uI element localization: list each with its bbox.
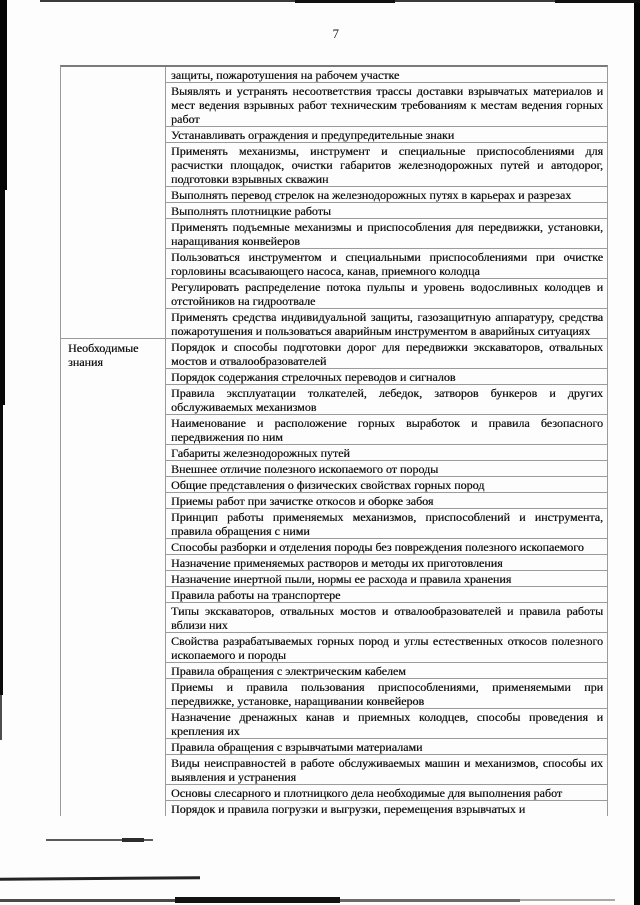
table-cut-border-left-column (122, 838, 144, 842)
table-row: Внешнее отличие полезного ископаемого от породы (166, 461, 607, 477)
table-row: Порядок содержания стрелочных переводов и сигналов (166, 369, 607, 385)
table-row: Правила работы на транспортере (166, 587, 607, 603)
table-row: Устанавливать ограждения и предупредительные знаки (166, 127, 607, 143)
table-row: Правила эксплуатации толкателей, лебедок, затворов бункеров и других обслуживаемых механизмов (166, 385, 607, 415)
table-row: Способы разборки и отделения породы без повреждения полезного ископаемого (166, 539, 607, 555)
table-row: Основы слесарного и плотницкого дела необходимые для выполнения работ (166, 785, 607, 801)
table-row: Типы экскаваторов, отвальных мостов и отвалообразователей и правила работы вблизи них (166, 603, 607, 633)
table-row: Применять механизмы, инструмент и специальные приспособлениями для расчистки площадок, очистки габаритов железнодорожных путей и автодорог, подготовки взрывных скважин (166, 143, 607, 187)
abilities-rows-group (166, 67, 607, 338)
scan-edge-top-line (555, 0, 640, 3)
scan-edge-bottom-bar (0, 899, 175, 902)
table-row: Пользоваться инструментом и специальными приспособлениями при очистке горловины всасывающего насоса, канав, приемного колодца (166, 249, 607, 279)
scan-edge-left-bar (0, 190, 5, 405)
scan-edge-left-bar (0, 695, 2, 740)
scan-artifact-line (0, 876, 200, 880)
knowledge-rows-group (166, 339, 607, 816)
scan-edge-bottom-bar (175, 897, 340, 903)
table-row: Свойства разрабатываемых горных пород и углы естественных откосов полезного ископаемого и породы (166, 633, 607, 663)
table-row: Виды неисправностей в работе обслуживаемых машин и механизмов, способы их выявления и устранения (166, 755, 607, 785)
table-row: Применять средства индивидуальной защиты, газозащитную аппаратуру, средства пожаротушения и пользоваться аварийным инструментом в аварийных ситуациях (171, 309, 603, 338)
scan-edge-left-bar (0, 0, 7, 190)
scan-edge-right-bar (634, 0, 640, 905)
section-label-cell-empty (61, 67, 166, 338)
table-row: Порядок и способы подготовки дорог для передвижки экскаваторов, отвальных мостов и отвалообразователей (166, 339, 607, 369)
table-row: Регулировать распределение потока пульпы и уровень водосливных колодцев и отстойников на гидроотвале (166, 279, 607, 309)
table-row: Приемы и правила пользования приспособлениями, применяемыми при передвижке, установке, наращивании конвейеров (166, 679, 607, 709)
page-number: 7 (332, 26, 340, 41)
table-row: Правила обращения с взрывчатыми материалами (166, 739, 607, 755)
table-row: Наименование и расположение горных выработок и правила безопасного передвижения по ним (166, 415, 607, 445)
table-section-abilities-continued (61, 67, 607, 338)
table-row: Назначение применяемых растворов и методы их приготовления (166, 555, 607, 571)
table-row: Порядок и правила погрузки и выгрузки, перемещения взрывчатых и (171, 801, 526, 816)
table-row: Выполнять плотницкие работы (166, 203, 607, 219)
table-row: Правила обращения с электрическим кабелем (166, 663, 607, 679)
table-section-knowledge (61, 338, 607, 816)
table-row: защиты, пожаротушения на рабочем участке (166, 67, 607, 83)
table-row: Выявлять и устранять несоответствия трассы доставки взрывчатых материалов и мест ведения взрывных работ техническим требованиям к местам ведения горных работ (166, 83, 607, 127)
table-row: Общие представления о физических свойствах горных пород (166, 477, 607, 493)
table-row: Назначение дренажных канав и приемных колодцев, способы проведения и крепления их (166, 709, 607, 739)
table-row: Применять подъемные механизмы и приспособления для передвижки, установки, наращивания конвейеров (166, 219, 607, 249)
scan-edge-top-line (295, 0, 395, 3)
table-row: Назначение инертной пыли, нормы ее расхода и правила хранения (166, 571, 607, 587)
scan-edge-bottom-bar (520, 899, 615, 901)
table-row: Приемы работ при зачистке откосов и оборке забоя (166, 493, 607, 509)
section-label-cell: Необходимые знания (61, 339, 166, 816)
requirements-table (60, 65, 608, 816)
scan-edge-left-bar (0, 405, 3, 695)
table-row: Выполнять перевод стрелок на железнодорожных путях в карьерах и разрезах (166, 187, 607, 203)
scan-edge-bottom-bar (340, 899, 520, 902)
table-row: Принцип работы применяемых механизмов, приспособлений и инструмента, правила обращения с ними (166, 509, 607, 539)
table-row: Габариты железнодорожных путей (166, 445, 607, 461)
